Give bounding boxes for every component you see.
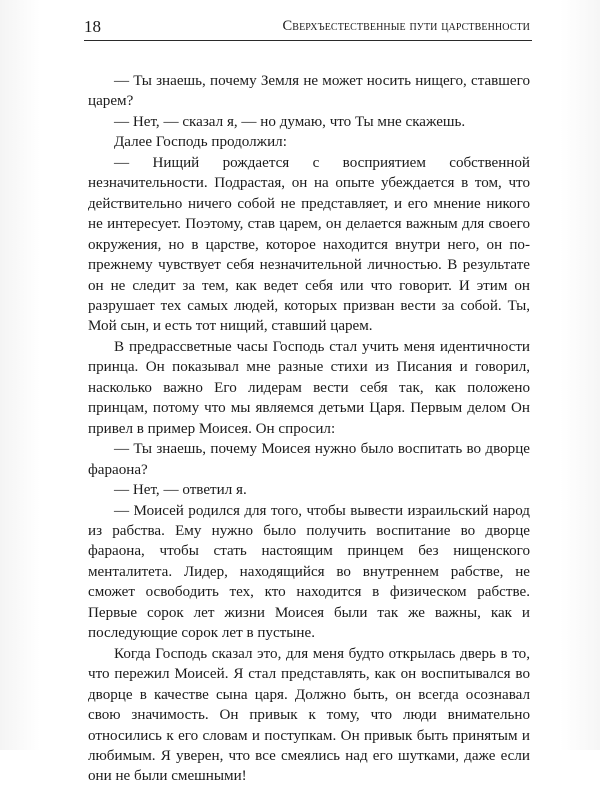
body-text xyxy=(88,71,530,787)
paragraph: — Моисей родился для того, чтобы вывести израильский народ из рабства. Ему нужно было получить воспитание во дворце фараона, чтобы стать настоящим принцем без нищенского менталитета. Лидер, находящийся во внутреннем рабстве, не сможет освободить тех, кто находится в физическом рабстве. Первые сорок лет жизни Моисея были так же важны, как и последующие сорок лет в пустыне. xyxy=(88,502,530,642)
paragraph: — Ты знаешь, почему Моисея нужно было воспитать во дворце фараона? xyxy=(88,441,530,478)
paragraph: Далее Господь продолжил: xyxy=(114,134,287,151)
paragraph: — Нет, — ответил я. xyxy=(114,482,247,499)
running-title: Сверхъестественные пути царственности xyxy=(282,18,530,34)
paragraph: В предрассветные часы Господь стал учить меня идентичности принца. Он показывал мне разные стихи из Писания и говорил, насколько важно Его лидерам вести себя так, как положено принцам, потому что мы являемся детьми Царя. Первым делом Он привел в пример Моисея. Он спросил: xyxy=(88,338,530,437)
paragraph: — Нищий рождается с восприятием собственной незначительности. Подрастая, он на опыте убеждается в том, что действительно ничего собой не представляет, и его мнение никого не интересует. Поэтому, став царем, он делается важным для своего окружения, но в царстве, которое находится внутри него, он по-прежнему чувствует себя незначительной личностью. В результате он не следит за тем, как ведет себя или что говорит. И этим он разрушает тех самых людей, которых призван вести за собой. Ты, Мой сын, и есть тот нищий, ставший царем. xyxy=(88,154,530,335)
paragraph: — Ты знаешь, почему Земля не может носить нищего, ставшего царем? xyxy=(88,73,530,110)
header-rule xyxy=(84,40,532,41)
paragraph: Когда Господь сказал это, для меня будто открылась дверь в то, что пережил Моисей. Я стал представлять, как он воспитывался во дворце в качестве сына царя. Должно быть, он всегда осознавал свою значимость. Он привык к тому, что люди внимательно относились к его словам и поступкам. Он привык быть принятым и любимым. Я уверен, что все смеялись над его шутками, даже если они не были смешными! xyxy=(88,645,530,785)
page-number: 18 xyxy=(84,17,101,36)
paragraph: — Нет, — сказал я, — но думаю, что Ты мне скажешь. xyxy=(114,113,466,130)
